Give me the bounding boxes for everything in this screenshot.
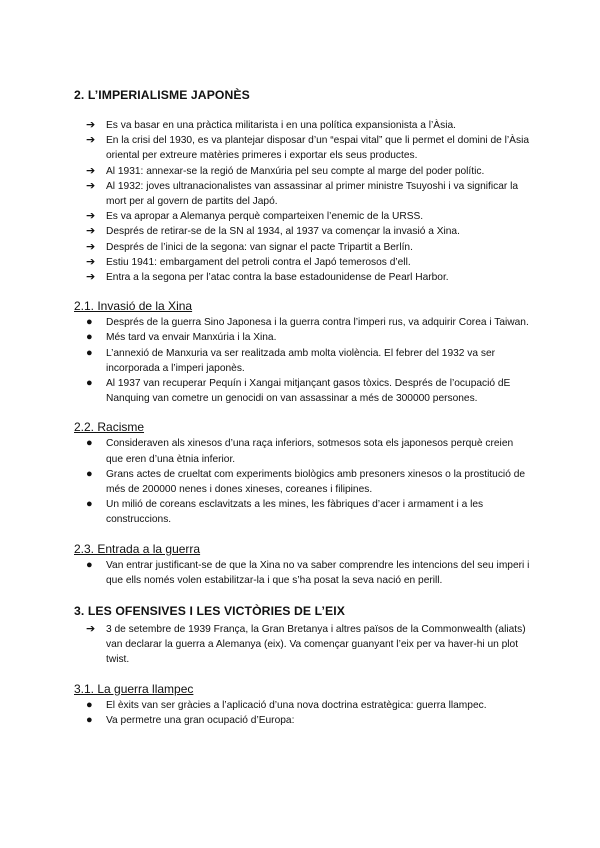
list-item-text: Al 1931: annexar-se la regió de Manxúria pel seu compte al marge del poder polític. <box>106 165 485 177</box>
list-item-text: Després de la guerra Sino Japonesa i la guerra contra l’imperi rus, va adquirir Corea i Taiwan. <box>106 317 529 329</box>
list-item-text: Un milió de coreans esclavitzats a les mines, les fàbriques d’acer i armament i a les construccions. <box>106 499 484 526</box>
bullet-icon: ● <box>86 698 93 711</box>
list-item <box>74 315 530 330</box>
subsection-2-1-list <box>74 315 530 406</box>
list-item <box>74 133 530 163</box>
list-item-text: Entra a la segona per l’atac contra la base estadounidense de Pearl Harbor. <box>106 272 449 284</box>
list-item <box>74 164 530 179</box>
bullet-icon: ● <box>86 713 93 726</box>
bullet-icon: ● <box>86 558 93 571</box>
list-item-text: Grans actes de crueltat com experiments biològics amb presoners xinesos o la prostitució de més de 200000 nenes i dones xineses, coreanes i filipines. <box>106 468 526 496</box>
subsection-2-2-list <box>74 436 530 527</box>
subsection-2-3-heading: 2.3. Entrada a la guerra <box>74 541 201 556</box>
arrow-icon: ➔ <box>86 225 96 238</box>
bullet-icon: ● <box>86 377 93 390</box>
list-item-text: Consideraven als xinesos d’una raça inferiors, sotmesos sota els japonesos perquè creien que eren d’una ètnia inferior. <box>106 438 514 465</box>
bullet-icon: ● <box>86 467 93 480</box>
section-3-heading: 3. LES OFENSIVES I LES VICTÒRIES DE L’EIX <box>74 604 345 619</box>
bullet-icon: ● <box>86 346 93 359</box>
list-item-text: 3 de setembre de 1939 França, la Gran Bretanya i altres països de la Commonwealth (aliats) van declarar la guerra a Alemanya (eix). Va començar guanyant l’eix per va haver-hi un plot twist. <box>106 624 526 666</box>
list-item-text: Es va basar en una pràctica militarista i en una política expansionista a l’Àsia. <box>106 120 456 131</box>
list-item-text: Després de retirar-se de la SN al 1934, al 1937 va començar la invasió a Xina. <box>106 226 460 238</box>
arrow-icon: ➔ <box>86 164 96 177</box>
bullet-icon: ● <box>86 437 93 450</box>
list-item <box>74 698 530 713</box>
subsection-2-3-list <box>74 558 530 588</box>
list-item-text: Van entrar justificant-se de que la Xina no va saber comprendre les intencions del seu imperi i que ells només volen estabilitzar-la i que s’ha posat la seva nació en perill. <box>106 559 530 586</box>
subsection-3-1-heading: 3.1. La guerra llampec <box>74 681 194 696</box>
list-item-text: Després de l’inici de la segona: van signar el pacte Tripartit a Berlín. <box>106 241 413 253</box>
list-item <box>74 436 530 466</box>
list-item-text: El èxits van ser gràcies a l’aplicació d’una nova doctrina estratègica: guerra llampec. <box>106 699 487 711</box>
list-item <box>74 467 530 497</box>
subsection-racisme <box>74 420 530 527</box>
list-item <box>74 270 530 285</box>
subsection-entrada-guerra <box>74 542 530 588</box>
subsection-2-2-heading: 2.2. Racisme <box>74 420 145 435</box>
section-2-heading: 2. L’IMPERIALISME JAPONÈS <box>74 88 250 102</box>
section-3-list <box>74 622 530 668</box>
list-item <box>74 224 530 239</box>
list-item-text: Més tard va envair Manxúria i la Xina. <box>106 332 277 344</box>
arrow-icon: ➔ <box>86 179 96 192</box>
arrow-icon: ➔ <box>86 134 96 147</box>
list-item <box>74 118 530 133</box>
list-item <box>74 622 530 668</box>
list-item <box>74 497 530 527</box>
bullet-icon: ● <box>86 331 93 344</box>
list-item <box>74 255 530 270</box>
list-item <box>74 179 530 209</box>
arrow-icon: ➔ <box>86 240 96 253</box>
bullet-icon: ● <box>86 498 93 511</box>
list-item <box>74 330 530 345</box>
arrow-icon: ➔ <box>86 210 96 223</box>
list-item-text: Estiu 1941: embargament del petroli contra el Japó temerosos d’ell. <box>106 256 411 268</box>
subsection-2-1-heading: 2.1. Invasió de la Xina <box>74 299 193 314</box>
arrow-icon: ➔ <box>86 271 96 284</box>
list-item-text: Al 1932: joves ultranacionalistes van assassinar al primer ministre Tsuyoshi i va significar la mort per al govern de partits del Japó. <box>106 180 519 208</box>
section-imperialisme-japones <box>74 88 530 285</box>
subsection-invasio-xina <box>74 299 530 406</box>
list-item-text: Va permetre una gran ocupació d’Europa: <box>106 714 295 726</box>
arrow-icon: ➔ <box>86 255 96 268</box>
document-content <box>74 88 530 742</box>
list-item <box>74 209 530 224</box>
list-item <box>74 240 530 255</box>
list-item-text: Es va apropar a Alemanya perquè comparteixen l’enemic de la URSS. <box>106 211 424 223</box>
list-item-text: En la crisi del 1930, es va plantejar disposar d’un “espai vital” que li permet el domini de l’Àsia oriental per extreure matèries primeres i exportar els seus productes. <box>106 135 530 162</box>
list-item-text: L’annexió de Manxuria va ser realitzada amb molta violència. El febrer del 1932 va ser incorporada a l’imperi japonès. <box>106 347 496 374</box>
arrow-icon: ➔ <box>86 623 96 636</box>
subsection-3-1-list <box>74 698 530 728</box>
arrow-icon: ➔ <box>86 119 96 131</box>
list-item <box>74 558 530 588</box>
list-item <box>74 376 530 406</box>
section-2-list <box>74 118 530 285</box>
bullet-icon: ● <box>86 316 93 329</box>
list-item <box>74 713 530 728</box>
section-ofensives-victories-eix <box>74 604 530 668</box>
list-item <box>74 346 530 376</box>
subsection-guerra-llampec <box>74 682 530 728</box>
list-item-text: Al 1937 van recuperar Pequín i Xangai mitjançant gasos tòxics. Després de l’ocupació dE Nanquing van cometre un genocidi on van assassinar a més de 300000 persones. <box>106 378 511 405</box>
